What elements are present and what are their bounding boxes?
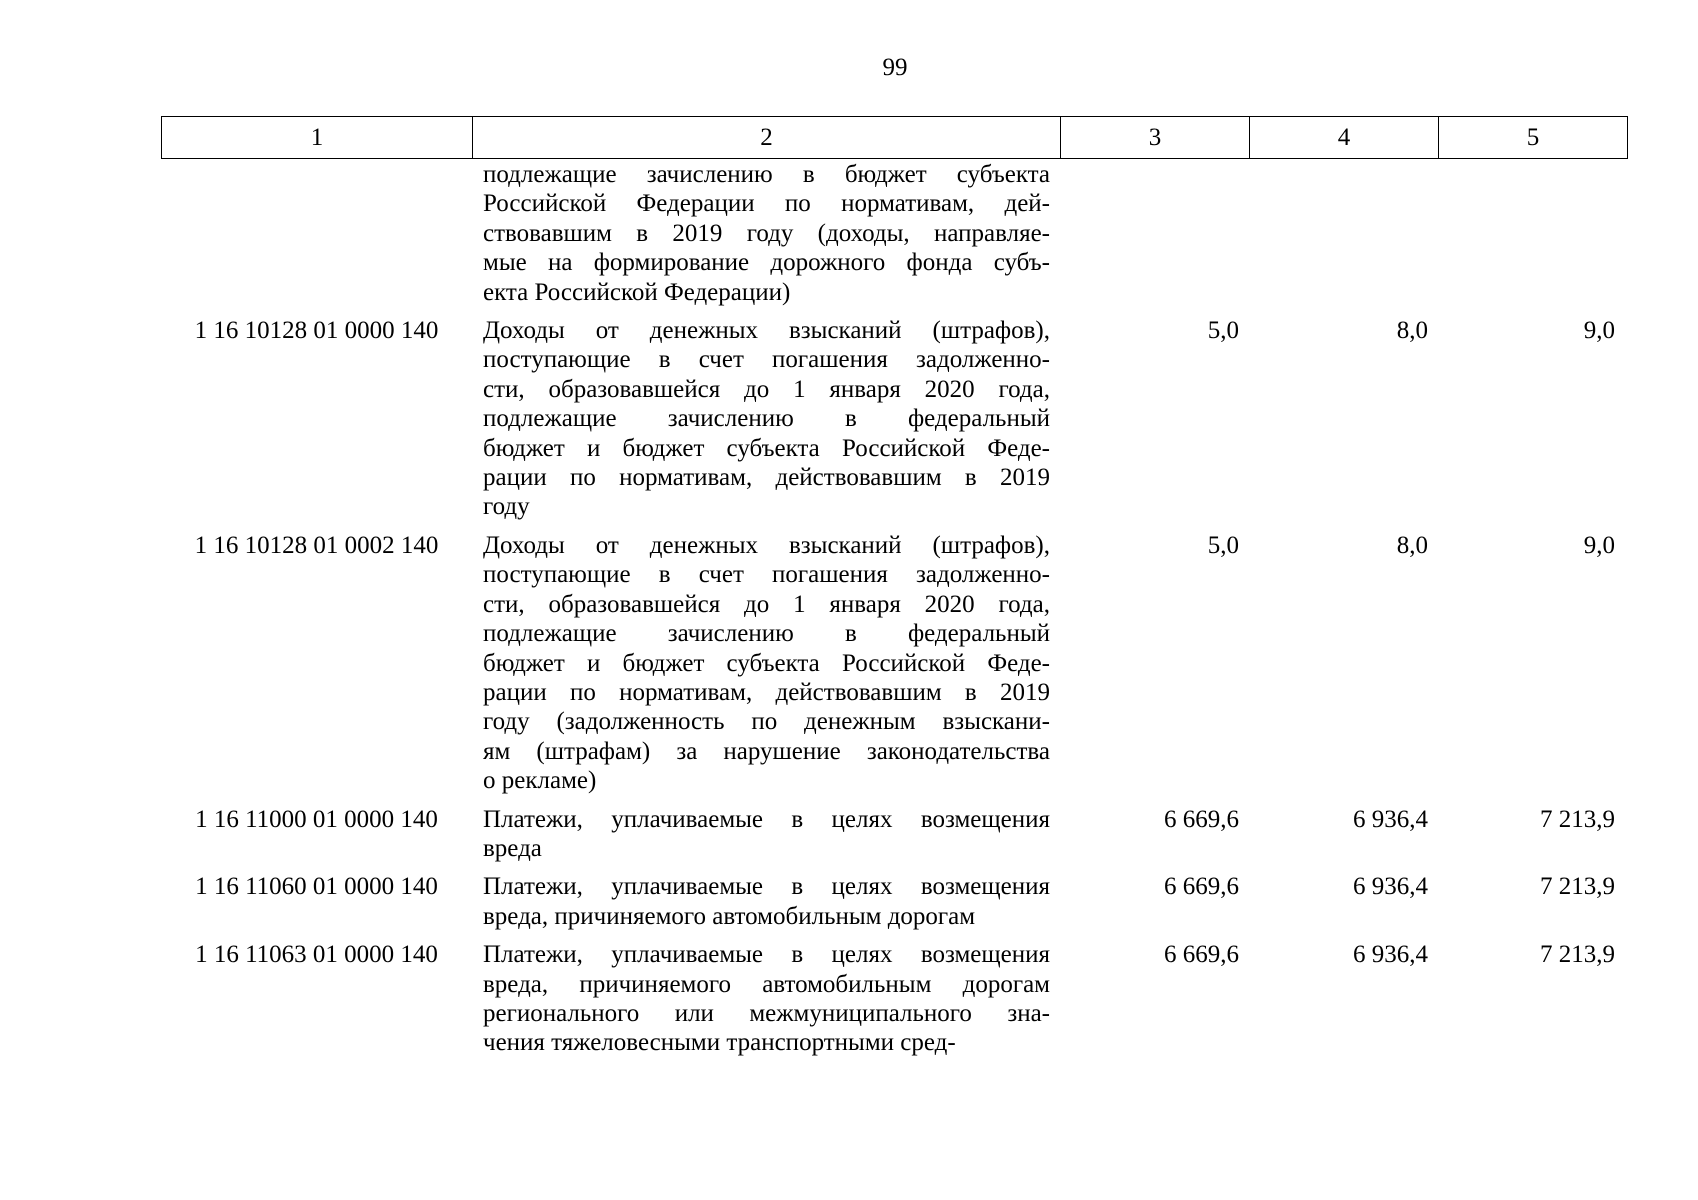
description-line: сти, образовавшейся до 1 января 2020 года, xyxy=(483,375,1050,403)
value-col-3: 6 669,6 xyxy=(1164,805,1239,833)
description-line: регионального или межмуниципального зна- xyxy=(483,999,1050,1027)
budget-code xyxy=(161,160,472,307)
value-col-5: 9,0 xyxy=(1583,317,1615,345)
description-line: чения тяжеловесными транспортными сред- xyxy=(483,1029,956,1057)
value-col-5: 7 213,9 xyxy=(1540,941,1615,969)
value-col-5: 7 213,9 xyxy=(1540,873,1615,901)
table-body xyxy=(161,160,1633,1067)
value-col-5 xyxy=(1438,160,1625,307)
income-description xyxy=(472,531,1060,796)
income-description xyxy=(472,940,1060,1058)
income-description xyxy=(472,872,1060,931)
description-line: о рекламе) xyxy=(483,767,597,795)
description-line: поступающие в счет погашения задолженно- xyxy=(483,346,1050,374)
description-line: подлежащие зачислению в бюджет субъекта xyxy=(483,161,1050,188)
header-col-1: 1 xyxy=(162,117,473,159)
description-line: Российской Федерации по нормативам, дей- xyxy=(483,190,1050,218)
budget-code: 1 16 10128 01 0002 140 xyxy=(194,531,439,559)
description-line: ям (штрафам) за нарушение законодательства xyxy=(483,737,1050,765)
description-line: году xyxy=(483,493,530,521)
description-line: подлежащие зачислению в федеральный xyxy=(483,405,1050,433)
income-description xyxy=(472,805,1060,864)
description-line: Платежи, уплачиваемые в целях возмещения xyxy=(483,805,1050,833)
income-description xyxy=(472,316,1060,522)
description-line: вреда, причиняемого автомобильным дорогам xyxy=(483,970,1050,998)
header-col-3: 3 xyxy=(1061,117,1250,159)
description-line: подлежащие зачислению в федеральный xyxy=(483,620,1050,648)
description-line: Доходы от денежных взысканий (штрафов), xyxy=(483,317,1050,345)
description-line: Доходы от денежных взысканий (штрафов), xyxy=(483,531,1050,559)
value-col-3: 5,0 xyxy=(1207,531,1239,559)
table-row xyxy=(161,531,1633,796)
table-header xyxy=(161,116,1628,159)
value-col-4: 8,0 xyxy=(1396,317,1428,345)
table-row xyxy=(161,160,1633,307)
income-description xyxy=(472,160,1060,307)
description-line: вреда xyxy=(483,834,542,862)
header-col-5: 5 xyxy=(1439,117,1628,159)
description-line: сти, образовавшейся до 1 января 2020 года, xyxy=(483,590,1050,618)
value-col-4: 6 936,4 xyxy=(1353,805,1428,833)
table-row xyxy=(161,940,1633,1058)
value-col-4 xyxy=(1249,160,1438,307)
description-line: рации по нормативам, действовавшим в 2019 xyxy=(483,678,1050,706)
value-col-4: 8,0 xyxy=(1396,531,1428,559)
budget-code: 1 16 11063 01 0000 140 xyxy=(195,941,438,969)
budget-code: 1 16 11060 01 0000 140 xyxy=(195,873,438,901)
description-line: мые на формирование дорожного фонда субъ- xyxy=(483,249,1050,277)
value-col-3: 6 669,6 xyxy=(1164,873,1239,901)
value-col-4: 6 936,4 xyxy=(1353,941,1428,969)
table-row xyxy=(161,805,1633,864)
header-col-4: 4 xyxy=(1250,117,1439,159)
value-col-3: 6 669,6 xyxy=(1164,941,1239,969)
budget-code: 1 16 10128 01 0000 140 xyxy=(194,317,439,345)
description-line: рации по нормативам, действовавшим в 2019 xyxy=(483,464,1050,492)
description-line: бюджет и бюджет субъекта Российской Феде- xyxy=(483,649,1050,677)
value-col-4: 6 936,4 xyxy=(1353,873,1428,901)
description-line: году (задолженность по денежным взыскани- xyxy=(483,708,1050,736)
header-col-2: 2 xyxy=(473,117,1061,159)
budget-code: 1 16 11000 01 0000 140 xyxy=(195,805,438,833)
value-col-5: 7 213,9 xyxy=(1540,805,1615,833)
description-line: Платежи, уплачиваемые в целях возмещения xyxy=(483,873,1050,901)
page-number: 99 xyxy=(882,54,908,81)
description-line: ствовавшим в 2019 году (доходы, направляе- xyxy=(483,219,1050,247)
value-col-5: 9,0 xyxy=(1583,531,1615,559)
table-row xyxy=(161,316,1633,522)
value-col-3 xyxy=(1060,160,1249,307)
table-row xyxy=(161,872,1633,931)
header-row xyxy=(162,117,1628,159)
description-line: бюджет и бюджет субъекта Российской Феде- xyxy=(483,434,1050,462)
value-col-3: 5,0 xyxy=(1207,317,1239,345)
description-line: вреда, причиняемого автомобильным дорогам xyxy=(483,902,976,930)
description-line: екта Российской Федерации) xyxy=(483,278,791,306)
description-line: поступающие в счет погашения задолженно- xyxy=(483,561,1050,589)
description-line: Платежи, уплачиваемые в целях возмещения xyxy=(483,941,1050,969)
